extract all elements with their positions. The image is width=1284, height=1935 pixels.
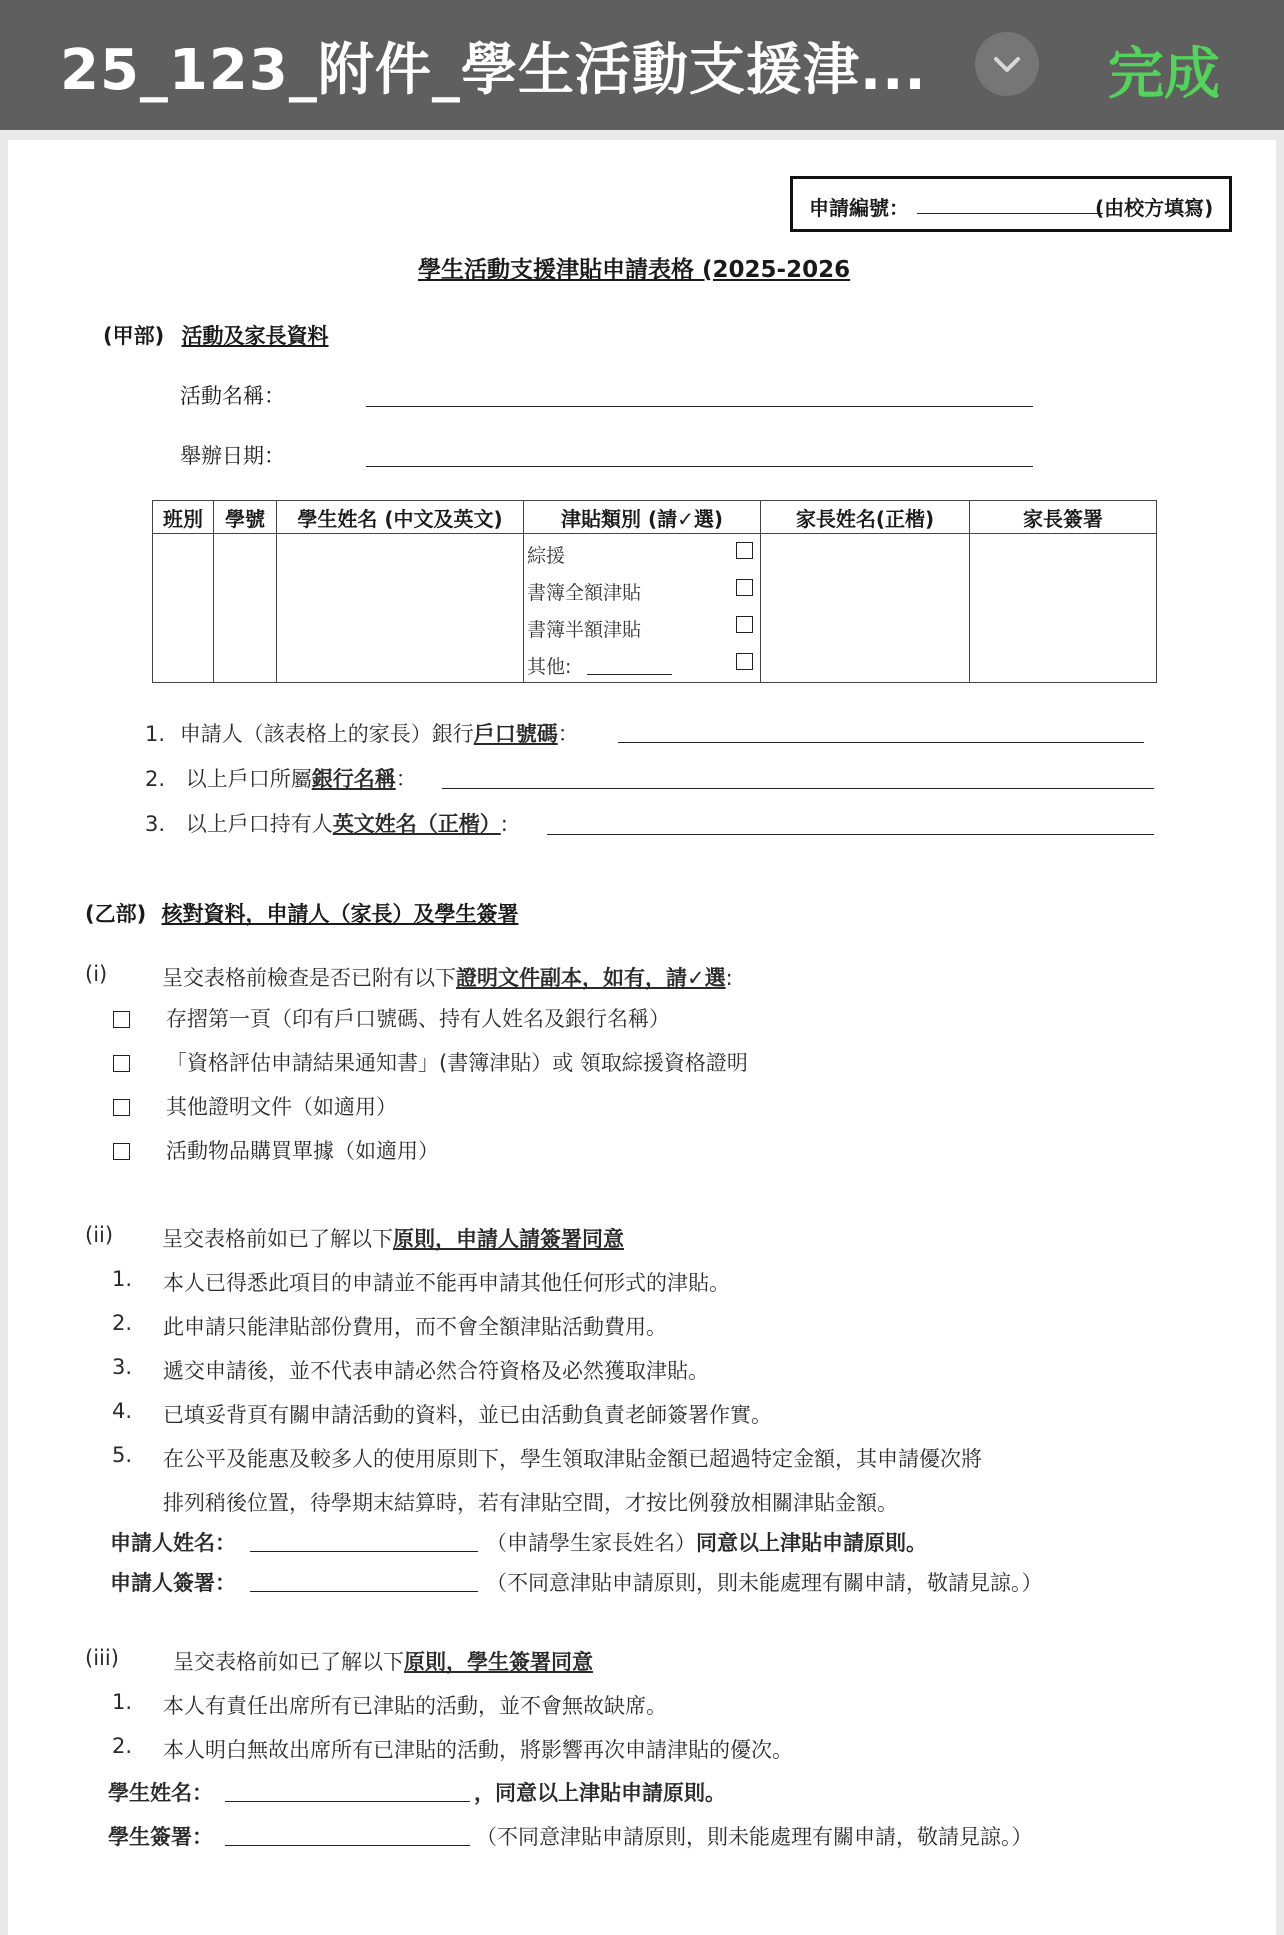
bank-item-1 [145,718,579,748]
part-a-title: 活動及家長資料 [181,324,329,348]
checkbox[interactable] [113,1143,130,1160]
cell-class[interactable] [153,534,214,683]
student-sign-note: （不同意津貼申請原則，則未能處理有關申請，敬請見諒。） [476,1825,1033,1849]
activity-name-label: 活動名稱： [180,384,285,408]
option-other [524,645,760,682]
option-label: 其他: [527,656,572,678]
item-text: 本人已得悉此項目的申請並不能再申請其他任何形式的津貼。 [163,1271,730,1295]
name-agree: 同意以上津貼申請原則。 [696,1531,927,1555]
intro-text: 呈交表格前如已了解以下 [162,1227,393,1251]
col-student-no: 學號 [214,501,277,534]
item-text: 在公平及能惠及較多人的使用原則下，學生領取津貼金額已超過特定金額，其申請優次將 [163,1447,982,1471]
item-colon: : [500,812,508,836]
col-subsidy-type: 津貼類別 (請✓選) [524,501,761,534]
option-label: 綜援 [527,545,566,567]
intro-text: 呈交表格前檢查是否已附有以下 [162,966,456,990]
item-bold: 英文姓名（正楷） [332,812,501,836]
part-b-title: 核對資料，申請人（家長）及學生簽署 [161,902,519,926]
name-note: （申請學生家長姓名） [486,1531,696,1555]
doc-check-item [113,1135,439,1165]
option-label: 書簿全額津貼 [527,582,642,604]
student-sign-line[interactable] [225,1845,470,1846]
student-principle-item [112,1690,667,1718]
applicant-sign-label: 申請人簽署： [110,1571,236,1595]
chevron-down-icon [993,52,1021,76]
option-full-grant [524,571,760,608]
student-name-label: 學生姓名： [108,1781,213,1805]
checkbox[interactable] [113,1099,130,1116]
item-text: 本人有責任出席所有已津貼的活動，並不會無故缺席。 [163,1694,667,1718]
form-title: 學生活動支援津貼申請表格 (2025-2026 [418,257,851,283]
file-title: 25_123_附件_學生活動支援津... [60,38,927,103]
principle-item [112,1443,982,1471]
section-i-intro [162,962,733,992]
item-colon: ： [557,722,579,746]
application-number-box [790,176,1232,232]
item-bold: 銀行名稱 [311,767,396,791]
item-colon: ： [395,767,417,791]
item-text: 以上戶口持有人 [185,812,333,836]
col-parent-sign: 家長簽署 [970,501,1157,534]
section-ii-intro [162,1223,624,1253]
checkbox[interactable] [736,653,753,670]
section-iii-intro [173,1646,593,1676]
doc-check-item [113,1091,397,1121]
principle-item [112,1267,730,1295]
item-num: 3. [112,1355,133,1379]
intro-bold: 原則，學生簽署同意 [404,1650,593,1674]
part-b-prefix: (乙部) [85,902,147,926]
student-name-agree: ，同意以上津貼申請原則。 [474,1781,726,1805]
section-iii-marker: (iii) [85,1646,119,1670]
done-button[interactable]: 完成 [1108,42,1220,107]
student-name-line[interactable] [225,1801,470,1802]
activity-name-line[interactable] [366,406,1033,407]
section-i-marker: (i) [85,962,108,986]
item-text: 此申請只能津貼部份費用，而不會全額津貼活動費用。 [163,1315,667,1339]
cell-student-no[interactable] [214,534,277,683]
item-num: 2. [112,1734,133,1758]
cell-parent-sign[interactable] [970,534,1157,683]
principle-item [112,1311,667,1339]
part-a-prefix: (甲部) [103,324,165,348]
part-a-heading [103,320,329,350]
app-no-blank [917,213,1103,214]
other-blank[interactable] [587,674,672,675]
cell-subsidy-options [524,534,761,683]
date-label: 舉辦日期： [180,444,285,468]
student-principle-item [112,1734,793,1762]
part-b-heading [85,898,519,928]
principle-item [112,1399,772,1427]
applicant-sign-note: （不同意津貼申請原則，則未能處理有關申請，敬請見諒。） [486,1571,1043,1595]
bank-item-2 [145,763,417,793]
checkbox[interactable] [736,579,753,596]
checkbox[interactable] [113,1011,130,1028]
item-num: 4. [112,1399,133,1423]
applicant-name-line[interactable] [250,1551,478,1552]
option-label: 書簿半額津貼 [527,619,642,641]
item-text: 以上戶口所屬 [185,767,312,791]
date-line[interactable] [366,466,1033,467]
applicant-name-label: 申請人姓名： [110,1531,236,1555]
item-num: 1. [112,1690,133,1714]
item-text: 遞交申請後，並不代表申請必然合符資格及必然獲取津貼。 [163,1359,709,1383]
item-text: 已填妥背頁有關申請活動的資料，並已由活動負責老師簽署作實。 [163,1403,772,1427]
item-num: 1. [145,722,166,746]
item-num: 3. [145,812,166,836]
intro-colon: : [725,966,733,990]
bank-item-3 [145,808,508,838]
option-cssa [524,534,760,571]
app-no-note: (由校方填寫) [1095,196,1214,220]
student-sign-label: 學生簽署： [108,1825,213,1849]
check-item-text: 活動物品購買單據（如適用） [166,1139,439,1163]
intro-bold: 證明文件副本，如有，請✓選 [456,966,726,990]
col-class: 班別 [153,501,214,534]
check-item-text: 「資格評估申請結果通知書」(書簿津貼）或 領取綜援資格證明 [166,1051,748,1075]
item-num: 5. [112,1443,133,1467]
item-num: 1. [112,1267,133,1291]
section-ii-marker: (ii) [85,1223,114,1247]
cell-parent-name[interactable] [761,534,970,683]
check-item-text: 存摺第一頁（印有戶口號碼、持有人姓名及銀行名稱） [166,1007,670,1031]
col-parent-name: 家長姓名(正楷) [761,501,970,534]
option-half-grant [524,608,760,645]
cell-student-name[interactable] [277,534,524,683]
principle-item-5-cont: 排列稍後位置，待學期末結算時，若有津貼空間，才按比例發放相關津貼金額。 [163,1491,898,1515]
expand-button[interactable] [975,32,1039,96]
principle-item [112,1355,709,1383]
intro-text: 呈交表格前如已了解以下 [173,1650,404,1674]
applicant-sign-line[interactable] [250,1591,478,1592]
doc-check-item [113,1003,670,1033]
intro-bold: 原則，申請人請簽署同意 [393,1227,624,1251]
account-number-line[interactable] [618,742,1144,743]
item-bold: 戶口號碼 [473,722,558,746]
item-text: 申請人（該表格上的家長）銀行 [179,722,474,746]
check-item-text: 其他證明文件（如適用） [166,1095,397,1119]
app-no-label: 申請編號： [809,196,909,220]
checkbox[interactable] [736,542,753,559]
doc-check-item [113,1047,748,1077]
checkbox[interactable] [113,1055,130,1072]
applicant-name-note-row [486,1527,927,1557]
item-num: 2. [112,1311,133,1335]
holder-name-line[interactable] [547,834,1154,835]
col-student-name: 學生姓名 (中文及英文) [277,501,524,534]
bank-name-line[interactable] [442,788,1154,789]
item-num: 2. [145,767,166,791]
item-text: 本人明白無故出席所有已津貼的活動，將影響再次申請津貼的優次。 [163,1738,793,1762]
viewer-toolbar [0,0,1284,130]
student-table [152,500,1157,683]
checkbox[interactable] [736,616,753,633]
